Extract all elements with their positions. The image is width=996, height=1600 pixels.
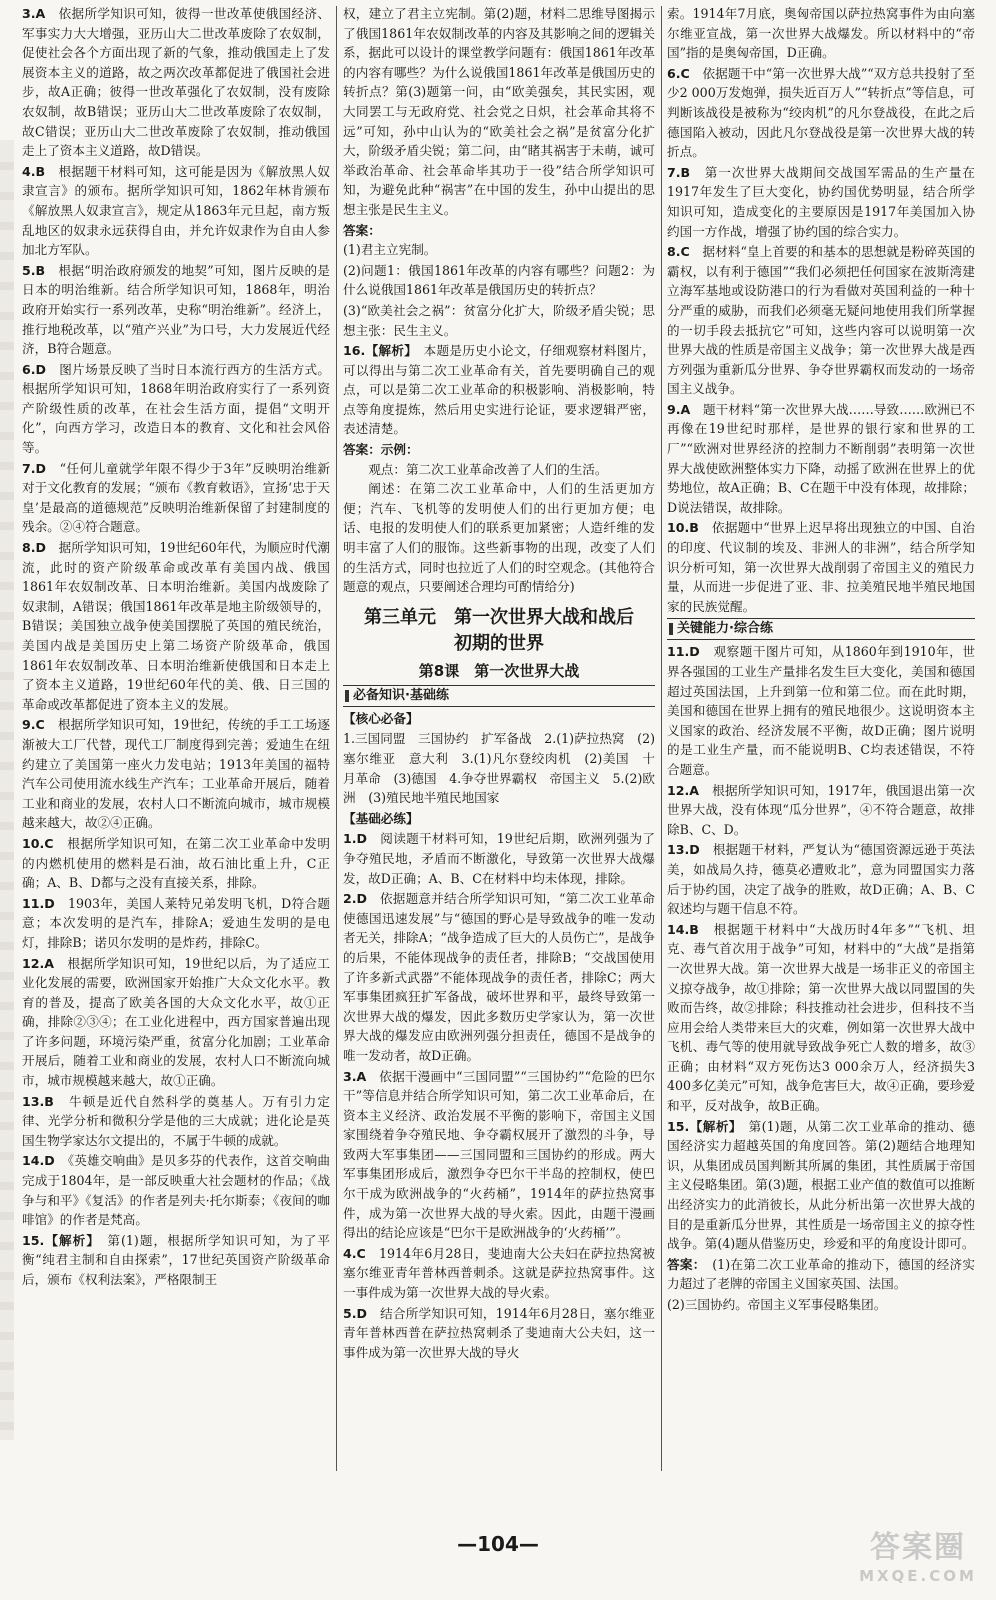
lesson-title: 第8课 第一次世界大战 xyxy=(418,661,580,680)
answer-text: 根据所学知识可知，19世纪以后，为了适应工业化发展的需要，欧洲国家开始推广大众文化水平。教育的普及，提高了欧美各国的大众文化水平，故①正确，排除②③④；在工业化进程中，西方国家普遍出现了许多问题，环境污染严重，贫富分化加剧；工业革命开展后，随着工业和商业的发展，农村人口不断流向城市，城市规模越来越大，故①正确。 xyxy=(22,955,330,1089)
answer-text: 据所学知识可知，19世纪60年代，为顺应时代潮流，此时的资产阶级革命或改革有美国内战、俄国1861年农奴制改革、日本明治维新。美国内战废除了奴隶制，A错误；俄国1861年改革是地主阶级领导的，B错误；美国独立战争使美国摆脱了英国的殖民统治，美国内战是美国历史上第二场资产阶级革命，俄国1861年农奴制改革、日本明治维新使俄国和日本走上了资本主义道路，19世纪60年代的美、俄、日三国的革命或改革都促进了资本主义的发展。 xyxy=(22,540,330,712)
question-number: 5.D xyxy=(343,1305,368,1321)
answer-text: 题干材料“第一次世界大战……导致……欧洲已不再像在19世纪时那样，是世界的银行家和世界的工厂”“欧洲对世界经济的控制力不断削弱”表明第一次世界大战使欧洲整体实力下降，动摇了欧洲在世界上的优势地位，故A正确；B、C在题干中没有体现，故排除；D说法错误，故排除。 xyxy=(667,401,975,515)
question-answer xyxy=(22,261,330,359)
core-tag: 【核心必备】 xyxy=(343,710,419,726)
question-answer xyxy=(22,834,330,893)
question-answer xyxy=(343,829,655,888)
answer-text: 根据题干材料中“大战历时4年多”“飞机、坦克、毒气首次用于战争”可知，材料中的“大战”是指第一次世界大战。第一次世界大战是一场非正义的帝国主义掠夺战争，故①排除；第一次世界大战以同盟国的失败而告终，故②排除；科技推动社会进步，但科技不当应用会给人类带来巨大的灾难，例如第一次世界大战中飞机、毒气等的使用就导致战争死亡人数的增多，故③正确；由材料“双方死伤达3 000余万人，经济损失3 400多亿美元”可知，战争危害巨大，故④正确，要珍爱和平，反对战争，故B正确。 xyxy=(667,921,975,1114)
answer-item: (3)“欧美社会之祸”：贫富分化扩大，阶级矛盾尖锐；思想主张：民生主义。 xyxy=(343,302,655,338)
question-answer xyxy=(343,1067,655,1243)
answer-text: 结合所学知识可知，1914年6月28日，塞尔维亚青年普林西普在萨拉热窝刺杀了斐迪南大公夫妇，这一事件成为第一次世界大战的导火 xyxy=(343,1305,655,1360)
question-number: 4.B xyxy=(22,163,46,179)
question-number: 7.D xyxy=(22,460,47,476)
question-number: 3.A xyxy=(343,1068,367,1084)
question-answer xyxy=(22,162,330,260)
question-answer xyxy=(22,1092,330,1151)
section-basic-heading: 必备知识·基础练 xyxy=(343,685,655,707)
question-number: 3.A xyxy=(22,6,46,21)
answer-text: 第一次世界大战期间交战国军需品的生产量在1917年发生了巨大变化，协约国优势明显，结合所学知识可知，造成变化的主要原因是1917年美国加入协约国一方作战，增强了协约国的综合实力。 xyxy=(667,164,975,239)
question-number: 答案： xyxy=(667,1256,700,1272)
question-answer xyxy=(22,954,330,1091)
middle-top-content xyxy=(343,4,655,597)
question-answer xyxy=(667,920,975,1116)
question-number: 1.D xyxy=(343,831,368,847)
right-bottom-content xyxy=(667,642,975,1314)
question-number: 12.A xyxy=(22,955,55,971)
answer-text: “任何儿童就学年限不得少于3年”反映明治维新对于文化教育的发展；“颁布《教育敕语》，宣扬‘忠于天皇’是最高的道德规范”反映明治维新保留了封建制度的残余。②④符合题意。 xyxy=(22,460,330,535)
question-answer xyxy=(667,163,975,241)
question-number: 10.C xyxy=(22,835,54,851)
question-number: 8.D xyxy=(22,540,47,556)
page-number: —104— xyxy=(457,1532,539,1556)
question-number: 9.C xyxy=(22,717,45,733)
column-divider xyxy=(661,6,662,1471)
question-answer xyxy=(667,840,975,918)
question-number: 11.D xyxy=(667,644,700,660)
answer-text: 依据所学知识可知，彼得一世改革使俄国经济、军事实力大大增强，亚历山大二世改革废除了农奴制，促使社会各个方面出现了新的气象，推动俄国走上了发展资本主义的道路，故之两次改革都促进了俄国社会进步，故A正确；彼得一世改革强化了农奴制，没有废除农奴制，故B错误；亚历山大二世改革废除了农奴制，故C错误；亚历山大二世改革废除了农奴制，推动俄国走上了资本主义道路，故D错误。 xyxy=(22,6,330,159)
answer-text: 1903年，美国人莱特兄弟发明飞机，D符合题意；本次发明的是汽车，排除A；爱迪生发明的是电灯，排除B；诺贝尔发明的是炸药，排除C。 xyxy=(22,895,330,950)
answer-text: 根据所学知识可知，在第二次工业革命中发明的内燃机使用的燃料是石油，故石油比重上升，C正确；A、B、D都与之没有直接关系，排除。 xyxy=(22,835,330,891)
answer-item: (1)君主立宪制。 xyxy=(343,242,437,258)
column-middle xyxy=(343,4,655,1484)
question-answer xyxy=(667,642,975,779)
question-number: 5.B xyxy=(22,262,46,278)
answer-text: 依据题意并结合所学知识可知，“第二次工业革命使德国迅速发展”与“德国的野心是导致战争的唯一发动者无关，排除A；“战争造成了巨大的人员伤亡”，是战争的后果，不能体现战争的责任者，排除B；“交战国使用了许多新式武器”不能体现战争的责任者，排除C；两大军事集团疯狂扩军备战，破坏世界和平，最终导致第一次世界大战的爆发，因此多数历史学家认为，第一次世界大战的爆发应由欧洲列强分担责任，德国不是战争的唯一发动者，故D正确。 xyxy=(343,891,655,1063)
answer-text: 1914年6月28日，斐迪南大公夫妇在萨拉热窝被塞尔维亚青年普林西普刺杀。这就是萨拉热窝事件。这一事件成为第一次世界大战的导火索。 xyxy=(343,1245,655,1301)
answer-text: (1)在第二次工业革命的推动下，德国的经济实力超过了老牌的帝国主义国家英国、法国。 xyxy=(667,1256,975,1292)
answer-text: 据材料“皇上首要的和基本的思想就是粉碎英国的霸权，以有利于德国”“我们必须把任何国家在波斯湾建立海军基地或设防港口的行为看做对英国利益的一种十分严重的威胁，而我们必须毫无疑问地使用我们所掌握的一切手段去抵抗它”可知，这些内容可以说明第一次世界大战的性质是帝国主义战争；第一次世界大战是西方列强为重新瓜分世界、争夺世界霸权而发动的一场帝国主义战争。 xyxy=(667,244,975,397)
question-answer xyxy=(667,781,975,840)
binding-edge xyxy=(0,140,14,1440)
middle-bottom-content xyxy=(343,829,655,1362)
question-number: 13.D xyxy=(667,842,700,858)
question-number: 13.B xyxy=(22,1093,54,1109)
column-divider xyxy=(336,6,337,1471)
answer-text: 本题是历史小论文，仔细观察材料图片，可以得出与第二次工业革命有关，首先要明确自己的观点，可以是第二次工业革命的积极影响、消极影响，特点等角度提炼，然后用史实进行论证，要求逻辑严密，表述清楚。 xyxy=(343,343,655,437)
question-answer xyxy=(22,459,330,537)
question-answer xyxy=(22,360,330,458)
section-key-heading: 关键能力·综合练 xyxy=(667,618,975,640)
question-answer xyxy=(22,715,330,833)
answer-text: 第(1)题，从第二次工业革命的推动、德国经济实力超越英国的角度回答。第(2)题结合地理知识，从集团成员国判断其所属的集团，其性质属于帝国主义侵略集团。第(3)题，根据工业产值的数值可以推断出经济实力的此消彼长，从此分析出第一次世界大战的目的是重新瓜分世界，其性质是一场帝国主义的掠夺性战争。第(4)题从借鉴历史，珍爱和平的角度设计即可。 xyxy=(667,1118,975,1252)
question-number: 16.【解析】 xyxy=(343,343,411,359)
question-answer xyxy=(22,1231,330,1290)
core-answers: 1.三国同盟 三国协约 扩军备战 2.(1)萨拉热窝 (2)塞尔维亚 意大利 3.(1)凡尔登绞肉机 (2)美国 十月革命 (3)德国 4.争夺世界霸权 帝国主义 5.(2)欧洲 (3)殖民地半殖民地国家 xyxy=(343,731,655,806)
question-answer xyxy=(667,242,975,399)
question-answer xyxy=(667,1117,975,1254)
answer-text: 第(1)题，根据所学知识可知，为了平衡“纯君主制和自由探索”，17世纪英国资产阶级革命后，颁布《权利法案》，严格限制王 xyxy=(22,1232,330,1287)
continued-text: 权，建立了君主立宪制。第(2)题，材料二思维导图揭示了俄国1861年农奴制改革的内容及其影响之间的逻辑关系，据此可以设计的课堂教学问题有：俄国1861年改革的内容有哪些？为什么说俄国1861年改革是俄国历史的转折点？第(3)题第一问，由“欧美强矣，其民实困，观大同罢工与无政府党、社会党之日炽，社会革命其将不远”可知，孙中山认为的“欧美社会之祸”是贫富分化扩大，阶级矛盾尖锐；第二问，由“睹其祸害于未萌，诚可举政治革命、社会革命毕其功于一役”结合所学知识可知，为避免此种“祸害”在中国的发生，孙中山提出的思想主张是民生主义。 xyxy=(343,6,655,217)
question-answer xyxy=(22,1151,330,1229)
answer-label: 答案： xyxy=(343,222,381,238)
question-number: 15.【解析】 xyxy=(667,1118,736,1134)
question-answer xyxy=(667,1295,975,1315)
answer-text: 《英雄交响曲》是贝多芬的代表作，这首交响曲完成于1804年，是一部反映重大社会题材的作品；《战争与和平》《复活》的作者是列夫·托尔斯泰；《夜间的咖啡馆》的作者是梵高。 xyxy=(22,1153,330,1228)
question-number: 10.B xyxy=(667,520,699,536)
question-number: 9.A xyxy=(667,401,691,417)
question-answer xyxy=(343,889,655,1065)
answer-text: 观察题干图片可知，从1860年到1910年，世界各强国的工业生产量排名发生巨大变化，美国和德国超过英国法国，上升到第一位和第二位。而在此时期，美国和德国在世界上拥有的殖民地很少。这说明资本主义国家的政治、经济发展不平衡，故D正确；图片说明的是工业生产量，而不能说明B、C均表述错误，不符合题意。 xyxy=(667,644,975,777)
answer-text: 根据所学知识可知，19世纪，传统的手工工场逐渐被大工厂代替，现代工厂制度得到完善；爱迪生在纽约建立了美国第一座火力发电站；1913年美国的福特汽车公司使用流水线生产汽车；工业革命开展后，随着工业和商业的发展，农村人口不断流向城市，城市规模越来越大，故②④正确。 xyxy=(22,717,330,831)
question-number: 4.C xyxy=(343,1245,366,1261)
unit-title-cont: 初期的世界 xyxy=(454,632,544,654)
answer-text: 图片场景反映了当时日本流行西方的生活方式。根据所学知识可知，1868年明治政府实行了一系列资产阶级性质的改革，在社会生活方面，提倡“文明开化”，向西方学习，改造日本的教育、文化和社会风俗等。 xyxy=(22,361,330,456)
answer-text: 依据干漫画中“三国同盟”“三国协约”“危险的巴尔干”等信息并结合所学知识可知，第二次工业革命后，在资本主义经济、政治发展不平衡的影响下，帝国主义国家围绕着争夺殖民地、争夺霸权展开了激烈的斗争，导致两大军事集团——三国同盟和三国协约的形成。两大军事集团形成后，激烈争夺巴尔干半岛的控制权，使巴尔干成为欧洲战争的“火药桶”，1914年的萨拉热窝事件，成为第一次世界大战的导火索。因此，由题干漫画得出的结论应该是“巴尔干是欧洲战争的‘火药桶’”。 xyxy=(343,1068,655,1241)
column-right xyxy=(667,4,975,1484)
answer-text: 根据题干材料可知，这可能是因为《解放黑人奴隶宣言》的颁布。据所学知识可知，1862年林肯颁布《解放黑人奴隶宣言》，规定从1863年元旦起，南方叛乱地区的奴隶永远获得自由，并允许奴隶作为自由人参加北方军队。 xyxy=(22,163,330,258)
question-answer xyxy=(343,1304,655,1363)
question-answer xyxy=(667,400,975,518)
question-answer xyxy=(667,1255,975,1294)
question-answer xyxy=(343,1244,655,1303)
question-number: 12.A xyxy=(667,782,700,798)
question-number: 7.B xyxy=(667,164,691,180)
question-number: 14.B xyxy=(667,921,699,937)
answer-label: 答案：示例： xyxy=(343,442,419,458)
question-number: 6.C xyxy=(667,65,690,81)
answer-text: 根据“明治政府颁发的地契”可知，图片反映的是日本的明治维新。结合所学知识可知，1868年，明治政府开始实行一系列改革，史称“明治维新”。经济上，推行地税改革，以“殖产兴业”为口号，大力发展近代经济，B符合题意。 xyxy=(22,262,330,357)
question-answer xyxy=(667,518,975,616)
question-number: 8.C xyxy=(667,244,690,260)
answer-text: 依据题干中“第一次世界大战”“双方总共投射了至少2 000万发炮弹，损失近百万人”“转折点”等信息，可判断该战役是被称为“绞肉机”的凡尔登战役，在此之后德国陷入被动，因此凡尔登战役是第一次世界大战的转折点。 xyxy=(667,65,975,160)
right-top-content xyxy=(667,4,975,616)
answer-text: (2)三国协约。帝国主义军事侵略集团。 xyxy=(667,1297,887,1312)
question-answer xyxy=(22,538,330,714)
unit-title: 第三单元 第一次世界大战和战后 xyxy=(364,606,634,628)
answer-text: 阅读题干材料可知，19世纪后期，欧洲列强为了争夺殖民地，矛盾而不断激化，导致第一次世界大战爆发，故D正确；A、B、C在材料中均未体现，排除。 xyxy=(343,831,655,886)
question-number: 2.D xyxy=(343,891,368,907)
question-answer xyxy=(667,64,975,162)
answer-text: 根据题干材料，严复认为“德国资源远逊于英法美，如战局久持，德莫必遭败北”，意为同盟国实力落后于协约国，决定了战争的胜败，故D正确；A、B、C叙述均与题干信息不符。 xyxy=(667,842,975,917)
essay-paragraph: 阐述：在第二次工业革命中，人们的生活更加方便；汽车、飞机等的发明使人们的出行更加方便；电话、电报的发明使人们的联系更加紧密；人造纤维的发明丰富了人们的服饰。这些新事物的出现，改变了人们的生活方式，同时也拉近了人们的时空观念。(其他符合题意的观点，只要阐述合理均可酌情给分) xyxy=(343,481,655,595)
answer-item: (2)问题1：俄国1861年改革的内容有哪些？问题2：为什么说俄国1861年改革是俄国历史的转折点？ xyxy=(343,262,655,298)
question-number: 11.D xyxy=(22,895,55,911)
question-number: 6.D xyxy=(22,361,47,377)
watermark-text: 答案圈 xyxy=(870,1530,966,1565)
continued-text: 索。1914年7月底，奥匈帝国以萨拉热窝事件为由向塞尔维亚宣战，第一次世界大战爆发。所以材料中的“帝国”指的是奥匈帝国，D正确。 xyxy=(667,6,975,61)
column-left xyxy=(22,4,330,1484)
question-answer xyxy=(22,894,330,953)
question-answer xyxy=(343,341,655,439)
essay-paragraph: 观点：第二次工业革命改善了人们的生活。 xyxy=(368,461,608,477)
question-number: 14.D xyxy=(22,1153,55,1169)
answer-text: 根据所学知识可知，1917年，俄国退出第一次世界大战，没有体现“瓜分世界”，④不符合题意，故排除B、C、D。 xyxy=(667,782,975,837)
basic-tag: 【基础必练】 xyxy=(343,810,419,826)
watermark-logo xyxy=(858,1530,978,1596)
answer-text: 依据题中“世界上迟早将出现独立的中国、自治的印度、代议制的埃及、非洲人的非洲”，结合所学知识分析可知，第一次世界大战削弱了帝国主义的殖民力量，从而进一步促进了亚、非、拉美殖民地半殖民地国家的民族觉醒。 xyxy=(667,520,975,614)
watermark-url: MXQE.COM xyxy=(859,1567,977,1585)
question-number: 15.【解析】 xyxy=(22,1232,94,1248)
answer-text: 牛顿是近代自然科学的奠基人。万有引力定律、光学分析和微积分学是他的三大成就；进化论是英国生物学家达尔文提出的，不属于牛顿的成就。 xyxy=(22,1093,330,1148)
question-answer xyxy=(22,4,330,161)
